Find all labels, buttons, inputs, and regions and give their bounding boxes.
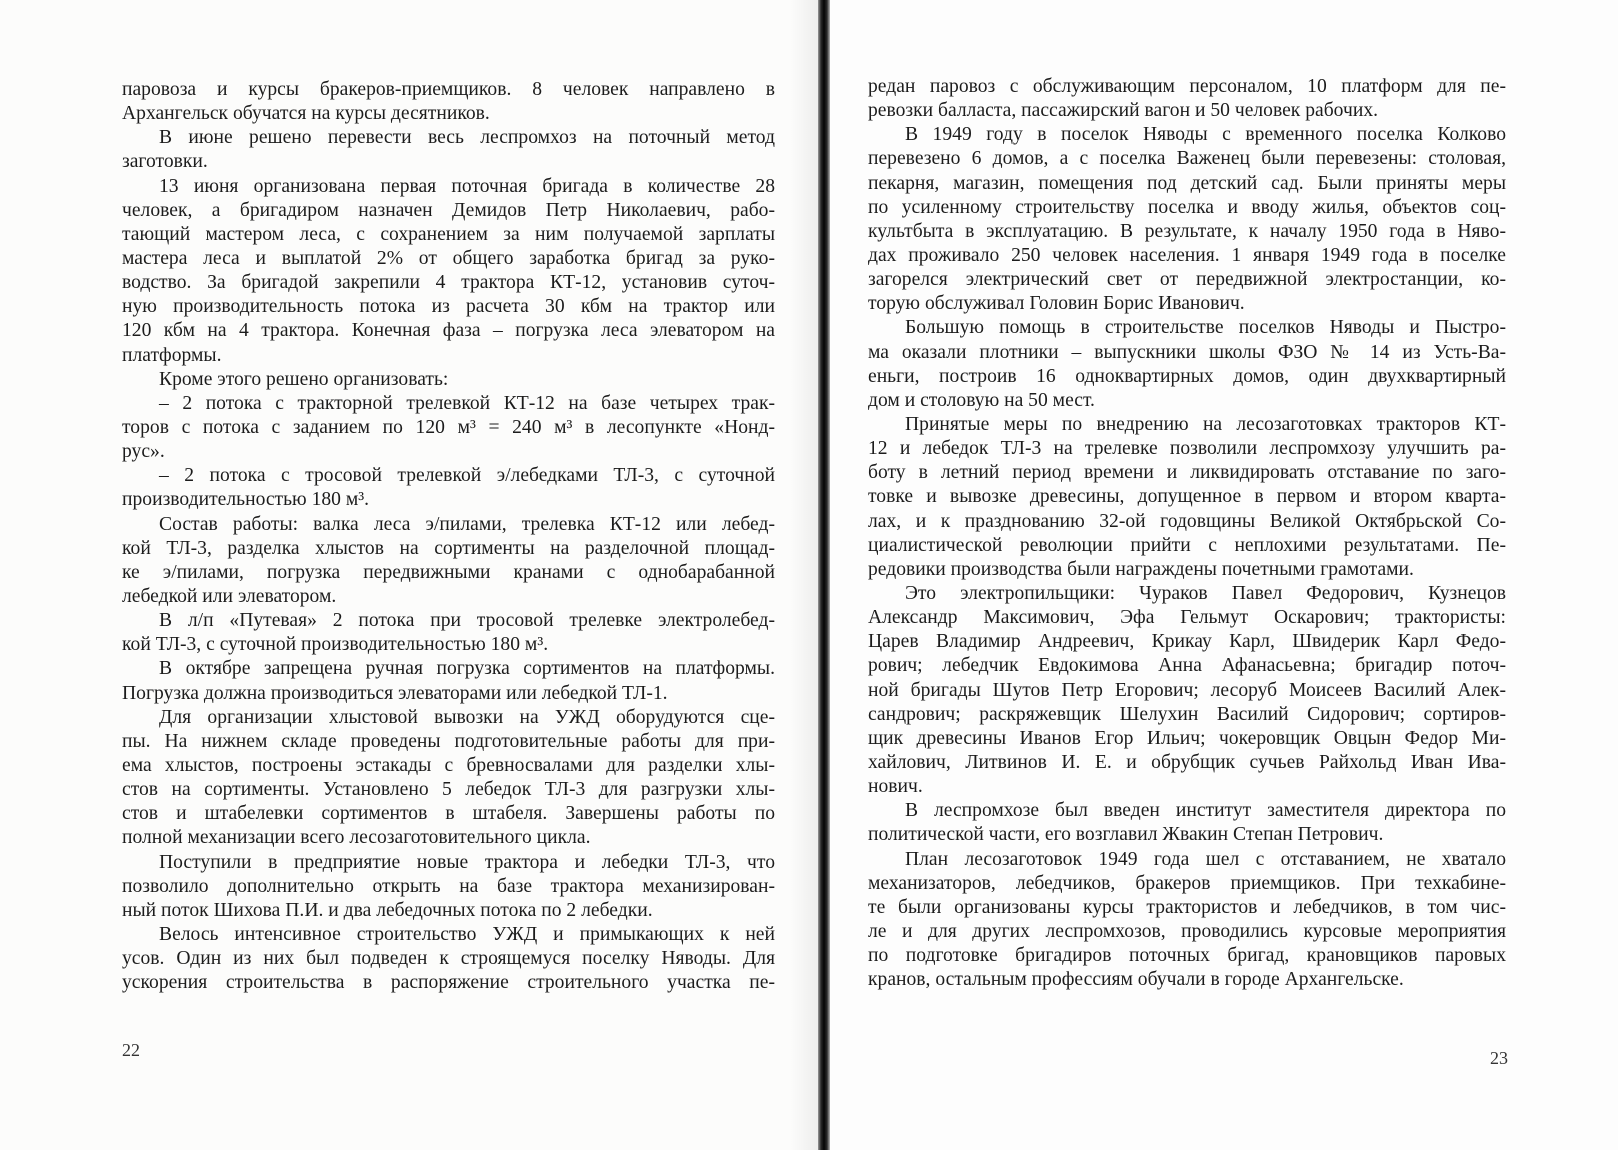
text-line: политической части, его возглавил Жвакин Степан Петрович. [868,824,1384,846]
text-line: В июне решено перевести весь леспромхоз на поточный метод [159,127,775,149]
text-line: хайлович, Литвинов И. Е. и обрубщик сучьев Райхольд Иван Ива- [868,751,1506,773]
text-line: 13 июня организована первая поточная бригада в количестве 28 [159,175,775,197]
text-line: щик древесины Иванов Егор Ильич; чокеровщик Овцын Федор Ми- [868,727,1506,749]
text-line: пы. На нижнем складе проведены подготовительные работы для при- [122,730,775,752]
text-line: полной механизации всего лесозаготовительного цикла. [122,827,591,849]
text-line: позволило дополнительно открыть на базе трактора механизирован- [122,875,775,897]
text-line: рович; лебедчик Евдокимова Анна Афанасьевна; бригадир поточ- [868,655,1506,677]
text-line: Большую помощь в строительстве поселков Няводы и Пыстро- [905,317,1506,339]
book-spine [818,0,830,1150]
text-line: 120 кбм на 4 трактора. Конечная фаза – погрузка леса элеватором на [122,320,775,342]
text-line: еньги, построив 16 одноквартирных домов, один двухквартирный [868,365,1506,387]
text-line: Велось интенсивное строительство УЖД и примыкающих к ней [159,923,775,945]
text-line: Погрузка должна производиться элеваторами или лебедкой ТЛ-1. [122,682,668,704]
text-line: сандрович; раскряжевщик Шелухин Василий Сидорович; сортиров- [868,703,1506,725]
text-line: дах проживало 250 человек населения. 1 января 1949 года в поселке [868,244,1506,266]
text-line: человек, а бригадиром назначен Демидов Петр Николаевич, рабо- [122,199,775,221]
text-line: те были организованы курсы трактористов и лебедчиков, в том чис- [868,896,1506,918]
text-line: В леспромхозе был введен институт заместителя директора по [905,800,1506,822]
text-line: ревозки балласта, пассажирский вагон и 50 человек рабочих. [868,100,1379,122]
text-line: ускорения строительства в распоряжение строительного участка пе- [122,972,775,994]
text-line: В 1949 году в поселок Няводы с временного поселка Колково [905,124,1506,146]
text-line: кранов, остальным профессиям обучали в городе Архангельске. [868,969,1404,991]
text-line: – 2 потока с тракторной трелевкой КТ-12 на базе четырех трак- [159,392,775,414]
text-line: по усиленному строительству поселка и вводу жилья, объектов соц- [868,196,1506,218]
text-line: тающий мастером леса, с сохранением за ним получаемой зарплаты [122,223,775,245]
text-line: производительностью 180 м³. [122,489,370,511]
text-line: редан паровоз с обслуживающим персоналом, 10 платформ для пе- [868,76,1506,97]
text-line: Царев Владимир Андреевич, Крикау Карл, Швидерик Карл Федо- [868,631,1506,653]
text-line: водство. За бригадой закрепили 4 трактора КТ-12, установив суточ- [122,272,775,294]
page-number-right: 23 [1490,1048,1508,1068]
text-line: ке э/пилами, погрузка передвижными кранами с однобарабанной [122,561,775,583]
text-line: Принятые меры по внедрению на лесозаготовках тракторов КТ- [905,413,1506,435]
text-line: перевезено 6 домов, а с поселка Важенец были перевезены: столовая, [868,148,1506,170]
text-line: В октябре запрещена ручная погрузка сортиментов на платформы. [159,658,775,680]
text-line: ный поток Шихова П.И. и два лебедочных потока по 2 лебедки. [122,899,653,921]
text-line: дом и столовую на 50 мест. [868,389,1095,411]
text-line: циалистической революции прийти с неплохими результатами. Пе- [868,534,1506,556]
text-line: кой ТЛ-3, с суточной производительностью 180 м³. [122,634,549,656]
text-line: стов и штабелевки сортиментов в штабеля. Завершены работы по [122,803,775,825]
text-line: заготовки. [122,151,208,173]
text-line: платформы. [122,344,222,366]
text-line: товке и вывозке древесины, допущенное в первом и втором кварта- [868,486,1506,508]
gutter-shadow-left [790,0,818,1150]
text-line: торов с потока с заданием по 120 м³ = 240 м³ в лесопункте «Нонд- [122,416,775,438]
text-line: стов на сортименты. Установлено 5 лебедок ТЛ-3 для разгрузки хлы- [122,779,775,801]
text-line: редовики производства были награждены почетными грамотами. [868,558,1414,580]
right-page-text [868,75,1506,992]
text-line: План лесозаготовок 1949 года шел с отставанием, не хватало [905,848,1506,870]
text-line: нович. [868,776,923,798]
page-number-left: 22 [122,1040,140,1060]
text-line: В л/п «Путевая» 2 потока при тросовой трелевке электролебед- [159,610,775,632]
text-line: Александр Максимович, Эфа Гельмут Оскарович; трактористы: [868,607,1506,629]
text-line: ема хлыстов, построены эстакады с бревносвалами для разделки хлы- [122,754,775,776]
text-line: – 2 потока с тросовой трелевкой э/лебедками ТЛ-3, с суточной [159,465,775,487]
text-line: Кроме этого решено организовать: [159,368,449,390]
text-line: ле и для других леспромхозов, проводились курсовые мероприятия [868,920,1506,942]
text-line: лах, и к празднованию 32-ой годовщины Великой Октябрьской Со- [868,510,1506,532]
text-line: загорелся электрический свет от передвижной электростанции, ко- [868,269,1506,291]
text-line: мастера леса и выплатой 2% от общего заработка бригад за руко- [122,247,775,269]
text-line: Поступили в предприятие новые трактора и лебедки ТЛ-3, что [159,851,775,873]
text-line: ную производительность потока из расчета 30 кбм на трактор или [122,296,775,318]
text-line: пекарня, магазин, помещения под детский сад. Были приняты меры [868,172,1506,194]
text-line: Состав работы: валка леса э/пилами, трелевка КТ-12 или лебед- [159,513,775,535]
text-line: торую обслуживал Головин Борис Иванович. [868,293,1245,315]
text-line: культбыта в эксплуатацию. В результате, к началу 1950 года в Няво- [868,220,1506,242]
text-line: механизаторов, лебедчиков, бракеров приемщиков. При техкабине- [868,872,1506,894]
text-line: усов. Один из них был подведен к строящемуся поселку Няводы. Для [122,948,775,970]
right-page [830,0,1618,1150]
text-line: паровоза и курсы бракеров-приемщиков. 8 человек направлено в [122,79,775,100]
text-line: Для организации хлыстовой вывозки на УЖД оборудуются сце- [159,706,775,728]
left-page-text [122,78,775,995]
text-line: 12 и лебедок ТЛ-3 на трелевке позволили леспромхозу улучшить ра- [868,438,1506,460]
text-line: кой ТЛ-3, разделка хлыстов на сортименты на разделочной площад- [122,537,775,559]
text-line: Это электропильщики: Чураков Павел Федорович, Кузнецов [905,582,1506,604]
text-line: боту в летний период времени и ликвидировать отставание по заго- [868,462,1506,484]
text-line: Архангельск обучатся на курсы десятников. [122,103,490,125]
text-line: ной бригады Шутов Петр Егорович; лесоруб Моисеев Василий Алек- [868,679,1506,701]
text-line: лебедкой или элеватором. [122,585,337,607]
text-line: по подготовке бригадиров поточных бригад, крановщиков паровых [868,945,1506,967]
text-line: ма оказали плотники – выпускники школы ФЗО № 14 из Усть-Ва- [868,341,1506,363]
text-line: рус». [122,441,165,463]
